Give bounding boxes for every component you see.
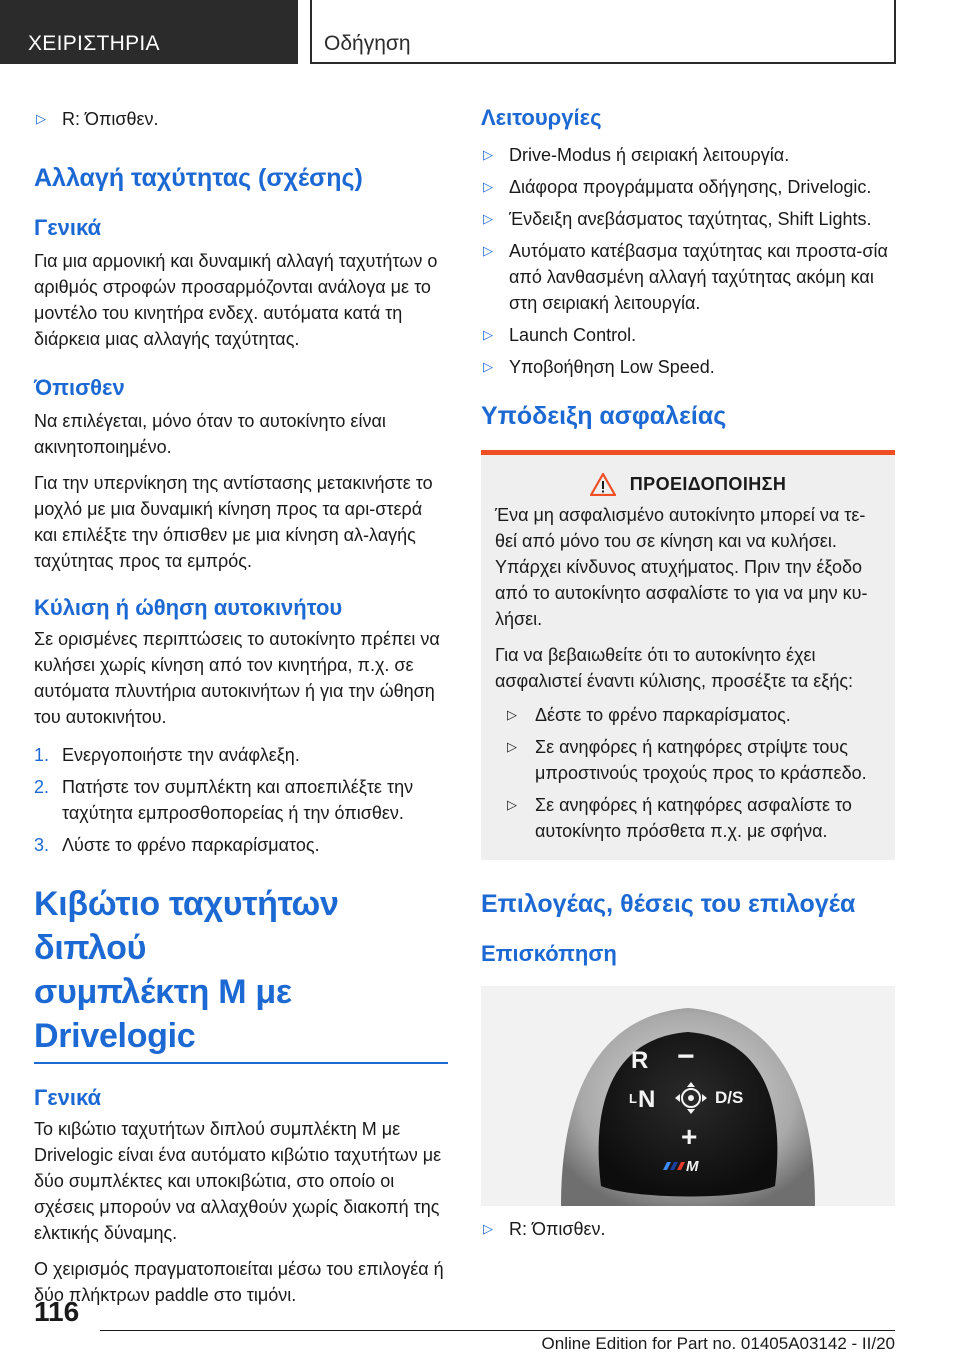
list-item: ▷ Αυτόματο κατέβασμα ταχύτητας και προστα-σία από λανθασμένη αλλαγή ταχύτητας ακόμη και στη σειριακή λειτουργία. bbox=[481, 238, 895, 316]
heading-safety: Υπόδειξη ασφαλείας bbox=[481, 402, 727, 430]
step-item: 1. Ενεργοποιήστε την ανάφλεξη. bbox=[34, 745, 300, 765]
warning-header: ΠΡΟΕΙΔΟΠΟΙΗΣΗ bbox=[495, 473, 881, 496]
triangle-bullet-icon: ▷ bbox=[483, 179, 493, 194]
list-item: ▷ Υποβοήθηση Low Speed. bbox=[481, 354, 895, 380]
chapter-tab: Οδήγηση bbox=[312, 0, 896, 64]
step-item: 2. Πατήστε τον συμπλέκτη και αποεπιλέξτε την ταχύτητα εμπροσθοπορείας ή την όπισθεν. bbox=[34, 777, 414, 823]
paragraph-reverse-2: Για την υπερνίκηση της αντίστασης μετακινήστε το μοχλό με μια δυναμική κίνηση προς τα αρι-στερά και επιλέξτε την όπισθεν με μια κίνηση αλ-λαγής ταχύτητας προς τα εμπρός. bbox=[34, 473, 433, 571]
subheading-general-2: Γενικά bbox=[34, 1085, 102, 1110]
right-column bbox=[481, 98, 895, 1242]
list-item: ▷ Drive-Modus ή σειριακή λειτουργία. bbox=[481, 142, 895, 168]
triangle-bullet-icon: ▷ bbox=[507, 797, 517, 812]
triangle-bullet-icon: ▷ bbox=[483, 359, 493, 374]
subheading-reverse: Όπισθεν bbox=[34, 375, 125, 400]
triangle-bullet-icon: ▷ bbox=[483, 327, 493, 342]
functions-list bbox=[481, 142, 895, 380]
page-number: 116 bbox=[34, 1296, 80, 1327]
step-item: 3. Λύστε το φρένο παρκαρίσματος. bbox=[34, 835, 320, 855]
warning-paragraph-1: Ένα μη ασφαλισμένο αυτοκίνητο μπορεί να τε-θεί από μόνο του σε κίνηση και να κυλήσει. Υπάρχει κίνδυνος ατυχήματος. Πριν την έξοδο από το αυτοκίνητο ασφαλίστε το για να μην κυ-λήσει. bbox=[495, 505, 868, 629]
triangle-bullet-icon: ▷ bbox=[483, 211, 493, 226]
subheading-rolling: Κύλιση ή ώθηση αυτοκινήτου bbox=[34, 595, 343, 620]
triangle-bullet-icon: ▷ bbox=[483, 1221, 493, 1236]
footer-rule bbox=[100, 1330, 895, 1331]
triangle-bullet-icon: ▷ bbox=[507, 707, 517, 722]
gear-selector-image bbox=[481, 986, 895, 1206]
heading-gearbox: Κιβώτιο ταχυτήτων διπλού συμπλέκτη M με Drivelogic bbox=[34, 885, 339, 1055]
warning-triangle-icon bbox=[590, 473, 616, 496]
paragraph-general: Για μια αρμονική και δυναμική αλλαγή ταχυτήτων ο αριθμός στροφών προσαρμόζονται ανάλογα με το μοντέλο του κινητήρα ενδεχ. αυτόματα κατά τη διάρκεια μιας αλλαγής ταχύτητας. bbox=[34, 251, 438, 349]
warning-list bbox=[495, 702, 881, 844]
triangle-bullet-icon: ▷ bbox=[507, 739, 517, 754]
warning-box bbox=[481, 450, 895, 860]
paragraph-rolling: Σε ορισμένες περιπτώσεις το αυτοκίνητο πρέπει να κυλήσει χωρίς κίνηση από τον κινητήρα, π.χ. σε αυτόματα πλυντήρια αυτοκινήτων ή για την ώθηση του αυτοκινήτου. bbox=[34, 629, 440, 727]
bullet-item: ▷ R: Όπισθεν. bbox=[481, 1216, 895, 1242]
knob-label-plus: + bbox=[681, 1121, 698, 1152]
triangle-bullet-icon: ▷ bbox=[483, 243, 493, 258]
section-tab: ΧΕΙΡΙΣΤΗΡΙΑ bbox=[0, 0, 298, 64]
knob-label-minus: − bbox=[677, 1040, 695, 1073]
subheading-functions: Λειτουργίες bbox=[481, 105, 602, 130]
paragraph-gearbox-2: Ο χειρισμός πραγματοποιείται μέσω του επιλογέα ή δύο πλήκτρων paddle στο τιμόνι. bbox=[34, 1259, 444, 1305]
paragraph-reverse-1: Να επιλέγεται, μόνο όταν το αυτοκίνητο είναι ακινητοποιημένο. bbox=[34, 411, 386, 457]
steps-list bbox=[34, 742, 448, 858]
list-item: ▷ Σε ανηφόρες ή κατηφόρες στρίψτε τους μπροστινούς τροχούς προς το κράσπεδο. bbox=[495, 734, 881, 786]
subheading-general: Γενικά bbox=[34, 215, 102, 240]
footer-edition: Online Edition for Part no. 01405A03142 - II/20 bbox=[541, 1334, 895, 1353]
page-header bbox=[0, 0, 960, 66]
heading-gear-change: Αλλαγή ταχύτητας (σχέσης) bbox=[34, 164, 363, 192]
subheading-overview: Επισκόπηση bbox=[481, 941, 617, 966]
list-item: ▷ Διάφορα προγράμματα οδήγησης, Drivelogic. bbox=[481, 174, 895, 200]
heading-underline bbox=[34, 1062, 448, 1064]
knob-label-l: L bbox=[629, 1091, 637, 1106]
svg-text:M: M bbox=[686, 1158, 699, 1175]
list-item: ▷ Launch Control. bbox=[481, 322, 895, 348]
list-item: ▷ Δέστε το φρένο παρκαρίσματος. bbox=[495, 702, 881, 728]
paragraph-gearbox-1: Το κιβώτιο ταχυτήτων διπλού συμπλέκτη M με Drivelogic είναι ένα αυτόματο κιβώτιο ταχυτήτων με δύο συμπλέκτες και υποκιβώτια, στο οποίο οι σχέσεις μπορούν να αλλαχθούν χωρίς διακοπή της ελκτικής δύναμης. bbox=[34, 1119, 442, 1243]
heading-selector: Επιλογέας, θέσεις του επιλογέα bbox=[481, 890, 856, 918]
left-column bbox=[34, 98, 448, 1308]
knob-label-ds: D/S bbox=[715, 1088, 744, 1107]
knob-label-n: N bbox=[638, 1086, 656, 1113]
warning-paragraph-2: Για να βεβαιωθείτε ότι το αυτοκίνητο έχει ασφαλιστεί έναντι κύλισης, προσέξτε τα εξής: bbox=[495, 645, 854, 691]
list-item: ▷ Σε ανηφόρες ή κατηφόρες ασφαλίστε το αυτοκίνητο πρόσθετα π.χ. με σφήνα. bbox=[495, 792, 881, 844]
knob-label-r: R bbox=[631, 1047, 649, 1074]
bullet-item: ▷ R: Όπισθεν. bbox=[34, 106, 448, 132]
triangle-bullet-icon: ▷ bbox=[36, 111, 46, 126]
list-item: ▷ Ένδειξη ανεβάσματος ταχύτητας, Shift Lights. bbox=[481, 206, 895, 232]
triangle-bullet-icon: ▷ bbox=[483, 147, 493, 162]
gear-knob-illustration bbox=[481, 986, 895, 1206]
